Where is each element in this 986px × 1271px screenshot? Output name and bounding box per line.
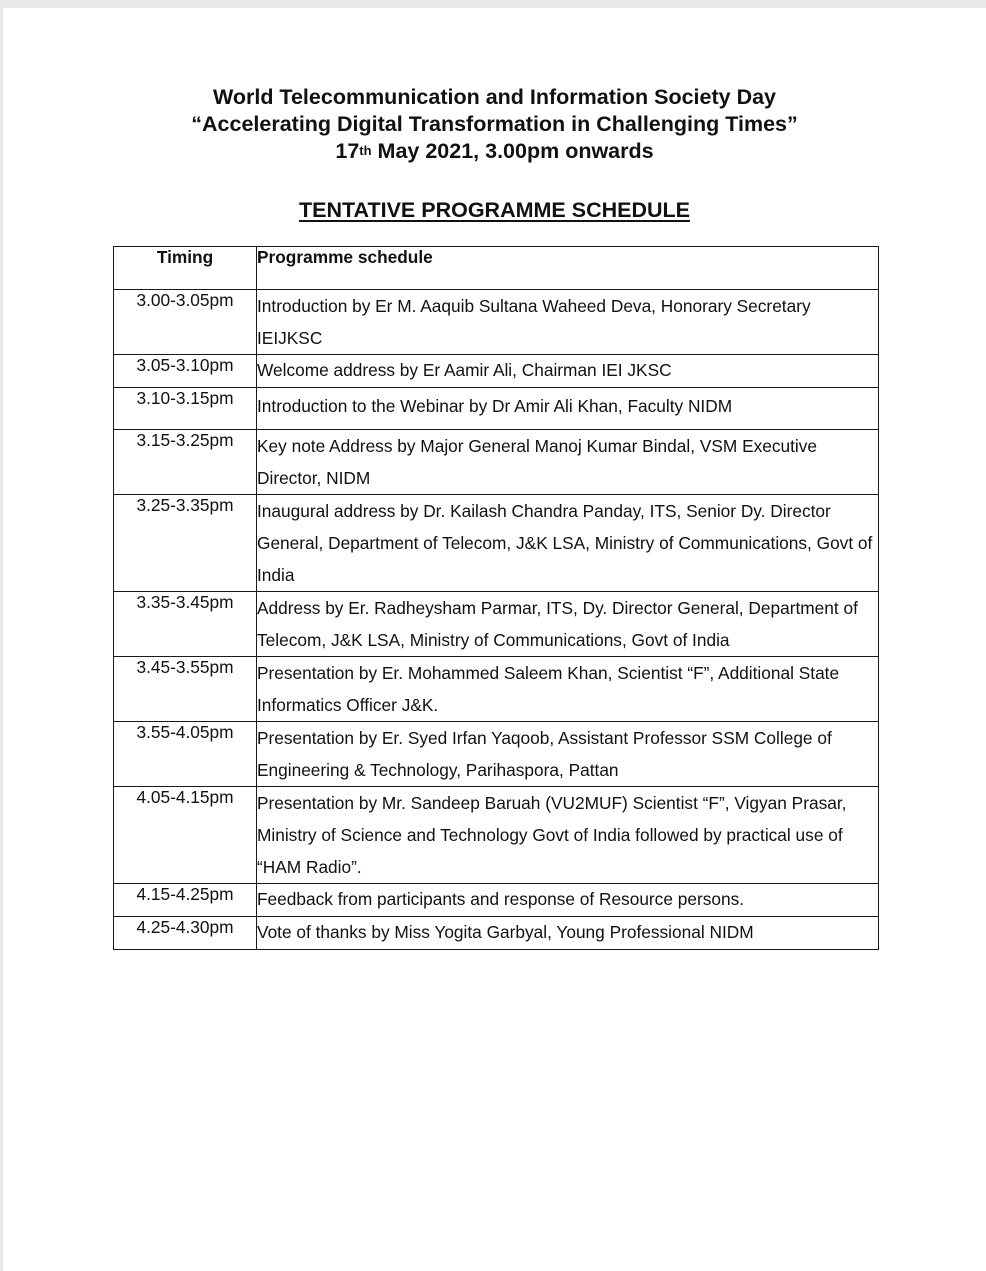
programme-cell: Key note Address by Major General Manoj Kumar Bindal, VSM Executive Director, NIDM [257, 430, 879, 495]
event-theme: “Accelerating Digital Transformation in Challenging Times” [191, 112, 798, 136]
table-row [114, 495, 879, 592]
timing-cell: 4.25-4.30pm [114, 917, 257, 950]
table-row [114, 657, 879, 722]
timing-cell: 3.55-4.05pm [114, 722, 257, 787]
column-header-timing: Timing [114, 247, 257, 290]
programme-cell: Presentation by Er. Mohammed Saleem Khan, Scientist “F”, Additional State Informatics Officer J&K. [257, 657, 879, 722]
programme-cell: Introduction to the Webinar by Dr Amir Ali Khan, Faculty NIDM [257, 388, 879, 430]
table-row [114, 388, 879, 430]
column-header-programme: Programme schedule [257, 247, 879, 290]
schedule-heading: TENTATIVE PROGRAMME SCHEDULE [299, 198, 690, 222]
table-row [114, 355, 879, 388]
programme-cell: Welcome address by Er Aamir Ali, Chairman IEI JKSC [257, 355, 879, 388]
programme-cell: Address by Er. Radheysham Parmar, ITS, Dy. Director General, Department of Telecom, J&K LSA, Ministry of Communications, Govt of India [257, 592, 879, 657]
programme-cell: Feedback from participants and response of Resource persons. [257, 884, 879, 917]
table-row [114, 722, 879, 787]
document-page [3, 8, 986, 1271]
timing-cell: 3.15-3.25pm [114, 430, 257, 495]
timing-cell: 4.15-4.25pm [114, 884, 257, 917]
table-row [114, 290, 879, 355]
programme-cell: Presentation by Er. Syed Irfan Yaqoob, Assistant Professor SSM College of Engineering & Technology, Parihaspora, Pattan [257, 722, 879, 787]
event-date-day: 17 [335, 139, 360, 163]
event-date-rest: May 2021, 3.00pm onwards [371, 139, 654, 163]
programme-cell: Presentation by Mr. Sandeep Baruah (VU2MUF) Scientist “F”, Vigyan Prasar, Ministry of Science and Technology Govt of India followed by practical use of “HAM Radio”. [257, 787, 879, 884]
schedule-table [113, 246, 879, 950]
table-row [114, 917, 879, 950]
programme-cell: Vote of thanks by Miss Yogita Garbyal, Young Professional NIDM [257, 917, 879, 950]
table-row [114, 430, 879, 495]
table-row [114, 884, 879, 917]
timing-cell: 3.00-3.05pm [114, 290, 257, 355]
event-date-suffix: th [359, 143, 372, 158]
table-header-row [114, 247, 879, 290]
timing-cell: 4.05-4.15pm [114, 787, 257, 884]
programme-cell: Introduction by Er M. Aaquib Sultana Waheed Deva, Honorary Secretary IEIJKSC [257, 290, 879, 355]
timing-cell: 3.05-3.10pm [114, 355, 257, 388]
table-row [114, 592, 879, 657]
programme-cell: Inaugural address by Dr. Kailash Chandra Panday, ITS, Senior Dy. Director General, Department of Telecom, J&K LSA, Ministry of Communications, Govt of India [257, 495, 879, 592]
timing-cell: 3.45-3.55pm [114, 657, 257, 722]
timing-cell: 3.10-3.15pm [114, 388, 257, 430]
event-title: World Telecommunication and Information Society Day [212, 85, 777, 109]
timing-cell: 3.35-3.45pm [114, 592, 257, 657]
event-date [3, 138, 986, 165]
table-row [114, 787, 879, 884]
timing-cell: 3.25-3.35pm [114, 495, 257, 592]
document-header [3, 84, 986, 165]
